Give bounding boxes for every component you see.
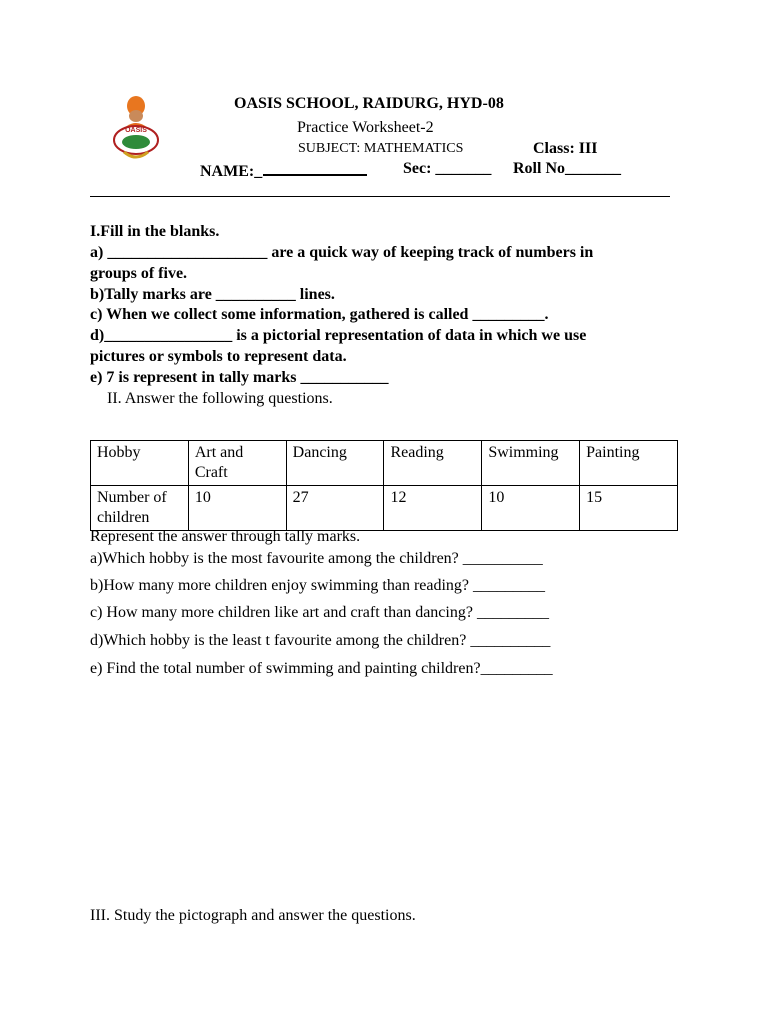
table-cell: 10 [482,486,580,531]
tally-instruction: Represent the answer through tally marks. [90,528,361,545]
question-1a-line2: groups of five. [90,265,188,282]
table-header-cell: Dancing [286,441,384,486]
question-2d: d)Which hobby is the least t favourite among the children? __________ [90,632,551,649]
question-1a-line1: a) ____________________ are a quick way of keeping track of numbers in [90,244,594,261]
table-cell: 12 [384,486,482,531]
question-1b: b)Tally marks are __________ lines. [90,286,335,303]
table-header-cell: Hobby [91,441,189,486]
hobby-table [90,440,678,531]
section1-title: I.Fill in the blanks. [90,223,220,240]
table-cell: 10 [188,486,286,531]
school-name: OASIS SCHOOL, RAIDURG, HYD-08 [234,95,504,112]
name-blank[interactable] [263,160,367,176]
table-row [91,486,678,531]
table-cell: 27 [286,486,384,531]
section2-title: II. Answer the following questions. [107,390,333,407]
table-header-cell: Swimming [482,441,580,486]
question-2e: e) Find the total number of swimming and painting children?_________ [90,660,553,677]
table-cell: 15 [580,486,678,531]
class-label: Class: III [533,140,598,157]
header-divider [90,196,670,197]
question-1d-line1: d)________________ is a pictorial representation of data in which we use [90,327,587,344]
question-1e: e) 7 is represent in tally marks ___________ [90,369,389,386]
table-row [91,441,678,486]
section3-title: III. Study the pictograph and answer the questions. [90,907,416,924]
question-1d-line2: pictures or symbols to represent data. [90,348,347,365]
table-header-cell: Reading [384,441,482,486]
worksheet-title: Practice Worksheet-2 [297,119,434,136]
question-2c: c) How many more children like art and craft than dancing? _________ [90,604,549,621]
subject-label: SUBJECT: MATHEMATICS [298,141,464,156]
table-header-cell: Art and Craft [188,441,286,486]
section-field[interactable]: Sec: _______ [403,160,492,177]
school-logo [106,92,166,168]
table-header-cell: Painting [580,441,678,486]
question-2a: a)Which hobby is the most favourite among the children? __________ [90,550,543,567]
roll-number-field[interactable]: Roll No_______ [513,160,621,177]
name-label-text: NAME:_ [200,163,263,180]
name-label [200,160,367,181]
table-cell: Number of children [91,486,189,531]
question-2b: b)How many more children enjoy swimming than reading? _________ [90,577,546,594]
svg-text:OASIS: OASIS [125,127,147,134]
question-1c: c) When we collect some information, gathered is called _________. [90,306,549,323]
